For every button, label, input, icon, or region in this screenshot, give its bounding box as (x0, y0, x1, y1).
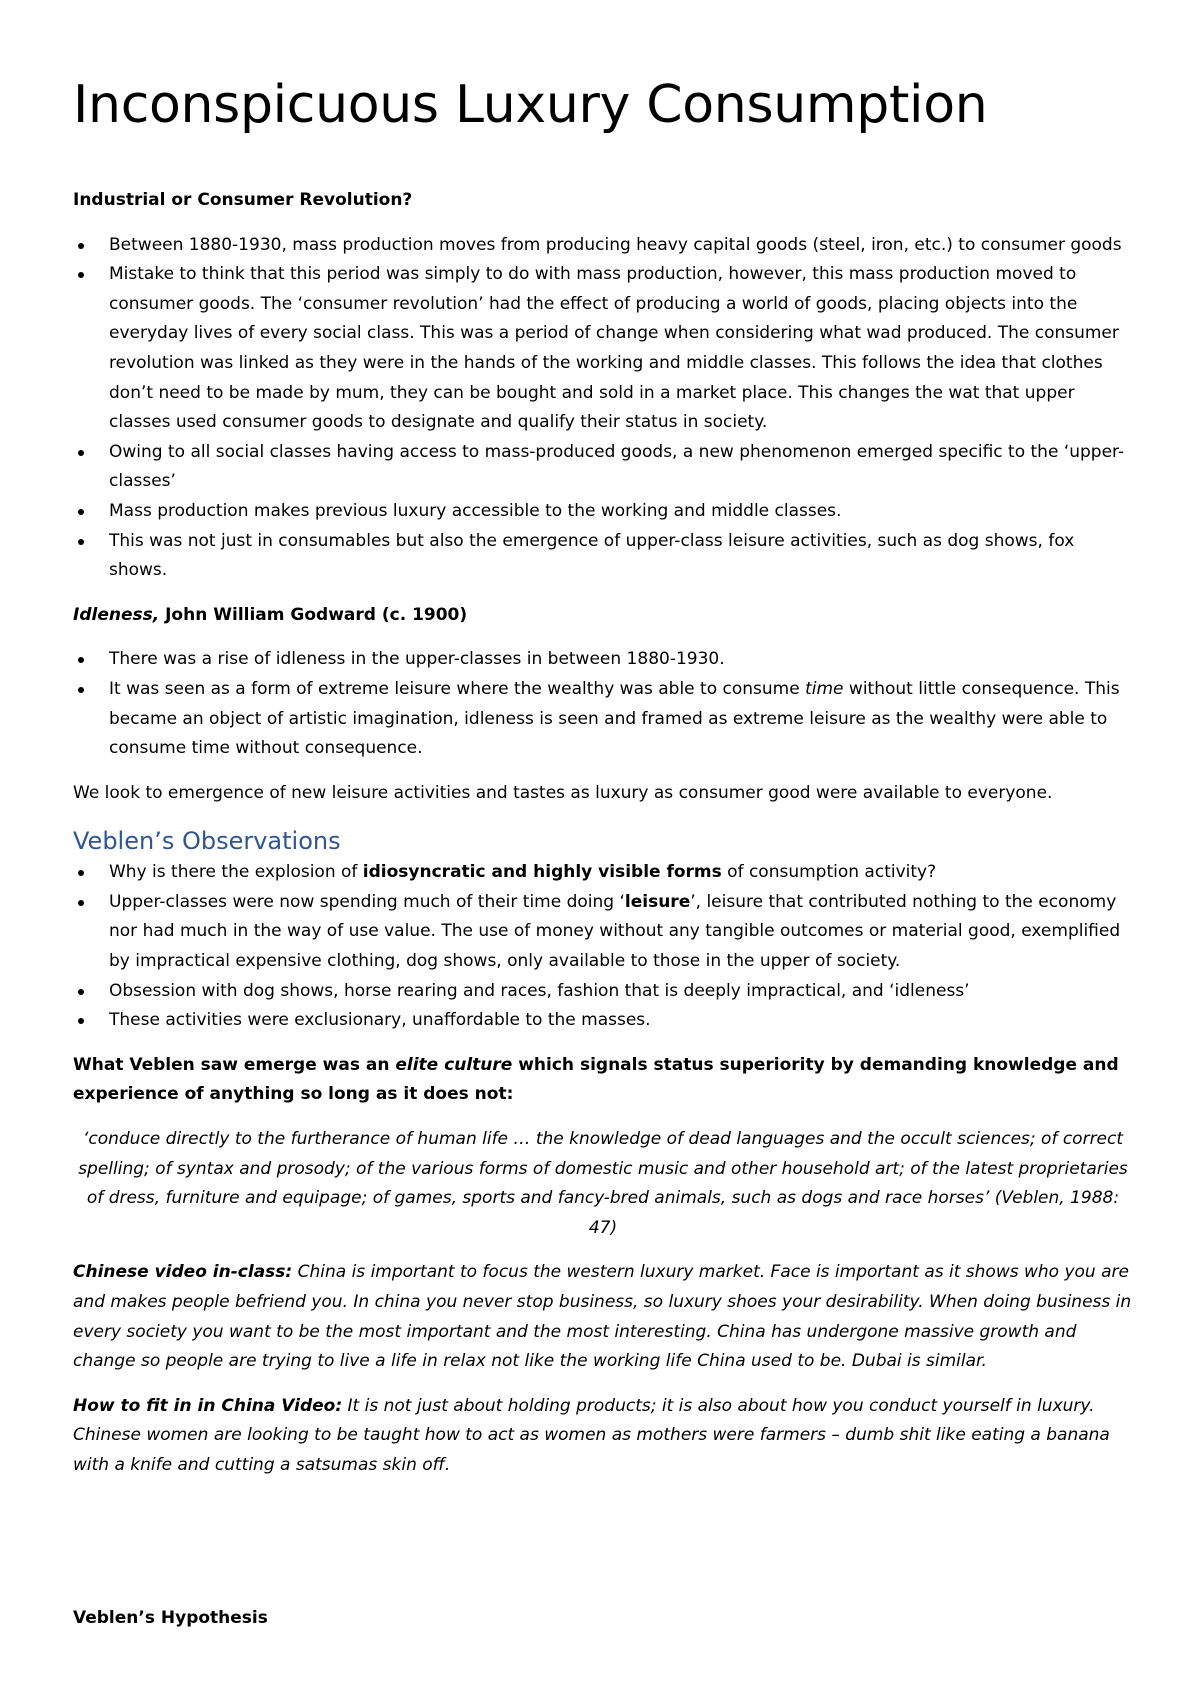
text-run: Upper-classes were now spending much of their time doing ‘ (109, 891, 625, 912)
fit-in-china-paragraph (73, 1392, 1133, 1481)
list-item: Mass production makes previous luxury accessible to the working and middle classes. (73, 497, 1133, 527)
list-item: There was a rise of idleness in the upper-classes in between 1880-1930. (73, 645, 1133, 675)
list-item (73, 675, 1133, 764)
section-heading-revolution: Industrial or Consumer Revolution? (73, 190, 413, 210)
list-item (73, 858, 1133, 888)
leisure-paragraph: We look to emergence of new leisure activities and tastes as luxury as consumer good were available to everyone. (73, 782, 1053, 803)
section-heading-veblen-hypothesis: Veblen’s Hypothesis (73, 1608, 268, 1628)
text-run: What Veblen saw emerge was an (73, 1054, 396, 1075)
text-run: without little consequence. This became an object of artistic imagination, idleness is seen and framed as extreme leisure as the wealthy were able to consume time without consequence. (109, 678, 1120, 759)
page-title: Inconspicuous Luxury Consumption (73, 75, 988, 135)
list-item: These activities were exclusionary, unaffordable to the masses. (73, 1006, 1133, 1036)
list-item: Mistake to think that this period was simply to do with mass production, however, this mass production moved to consumer goods. The ‘consumer revolution’ had the effect of producing a world of goods, placing objects into the everyday lives of every social class. This was a period of change when considering what wad produced. The consumer revolution was linked as they were in the hands of the working and middle classes. This follows the idea that clothes don’t need to be made by mum, they can be bought and sold in a market place. This changes the wat that upper classes used consumer goods to designate and qualify their status in society. (73, 260, 1133, 438)
emphasis-time: time (805, 678, 844, 699)
chinese-video-label: Chinese video in-class: (73, 1262, 293, 1283)
list-item: Obsession with dog shows, horse rearing and races, fashion that is deeply impractical, and ‘idleness’ (73, 977, 1133, 1007)
text-run: China is important to focus the western luxury market. Face is important as it shows who you are and makes people befriend you. In china you never stop business, so luxury shoes your desirability. When doing business in every society you want to be the most important and the most interesting. China has undergone massive growth and change so people are trying to live a life in relax not like the working life China used to be. Dubai is similar. (73, 1262, 1132, 1372)
idleness-title-rest: John William Godward (c. 1900) (159, 604, 468, 625)
section-heading-idleness (73, 601, 1133, 631)
elite-culture-paragraph (73, 1051, 1133, 1110)
fit-in-china-label: How to fit in in China Video: (73, 1395, 343, 1416)
list-item: Between 1880-1930, mass production moves from producing heavy capital goods (steel, iron, etc.) to consumer goods (73, 231, 1133, 261)
chinese-video-paragraph (73, 1258, 1133, 1376)
list-item: Owing to all social classes having access to mass-produced goods, a new phenomenon emerged specific to the ‘upper-classes’ (73, 438, 1133, 497)
revolution-bullet-list (73, 231, 1133, 586)
text-run: Why is there the explosion of (109, 862, 363, 883)
idleness-bullet-list (73, 645, 1133, 763)
document-body (73, 186, 1133, 1496)
veblen-bullet-list (73, 858, 1133, 1036)
text-run: which signals status superiority by demanding knowledge and experience of anything so long as it does not: (73, 1054, 1119, 1105)
text-run: It is not just about holding products; it is also about how you conduct yourself in luxury. Chinese women are looking to be taught how to act as women as mothers were farmers – dumb shit like eating a banana with a knife and cutting a satsumas skin off. (73, 1395, 1110, 1475)
section-heading-veblen-observations: Veblen’s Observations (73, 827, 341, 856)
emphasis-bold: leisure (624, 891, 691, 912)
text-run: of consumption activity? (721, 862, 937, 883)
list-item (73, 888, 1133, 977)
text-run: It was seen as a form of extreme leisure where the wealthy was able to consume (109, 678, 806, 699)
idleness-title-italic: Idleness, (73, 604, 160, 625)
list-item: This was not just in consumables but also the emergence of upper-class leisure activities, such as dog shows, fox shows. (73, 527, 1133, 586)
emphasis-bold: idiosyncratic and highly visible forms (362, 862, 722, 883)
text-run: ’, leisure that contributed nothing to the economy nor had much in the way of use value. The use of money without any tangible outcomes or material good, exemplified by impractical expensive clothing, dog shows, only available to those in the upper of society. (109, 891, 1121, 972)
veblen-quote: ‘conduce directly to the furtherance of human life … the knowledge of dead languages and the occult sciences; of correct spelling; of syntax and prosody; of the various forms of domestic music and other household art; of the latest proprietaries of dress, furniture and equipage; of games, sports and fancy-bred animals, such as dogs and race horses’ (Veblen, 1988: 47) (78, 1129, 1128, 1238)
emphasis-elite-culture: elite culture (395, 1054, 513, 1075)
